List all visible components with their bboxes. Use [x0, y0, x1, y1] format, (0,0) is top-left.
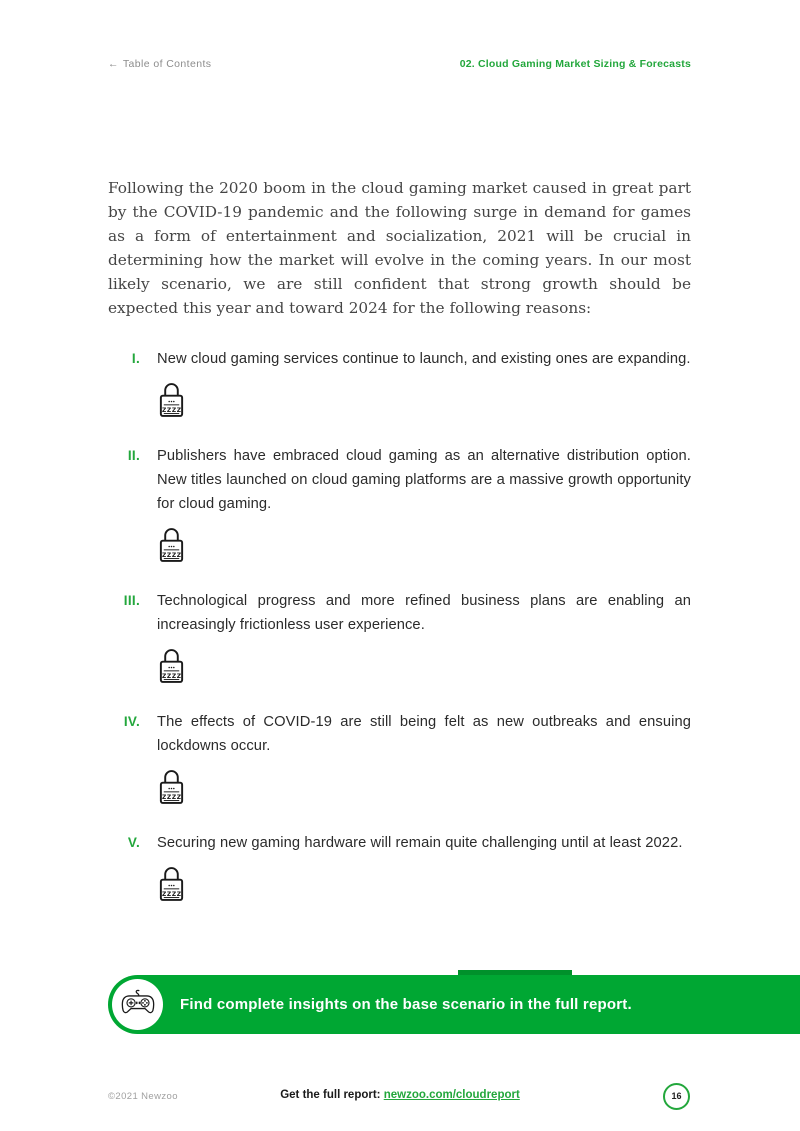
list-item	[108, 710, 691, 807]
list-item	[108, 444, 691, 565]
section-title: 02. Cloud Gaming Market Sizing & Forecasts	[459, 58, 691, 70]
reason-body	[157, 444, 691, 565]
reason-text: New cloud gaming services continue to launch, and existing ones are expanding.	[157, 351, 691, 367]
svg-text:zzzz: zzzz	[161, 404, 182, 415]
page-number-badge: 16	[663, 1083, 690, 1110]
banner-text: Find complete insights on the base scenario in the full report.	[180, 996, 632, 1013]
locked-content-icon	[157, 526, 186, 565]
list-item	[108, 589, 691, 686]
page-header	[108, 58, 691, 70]
main-content	[108, 176, 691, 928]
reason-numeral: III.	[123, 593, 140, 608]
reason-numeral: II.	[127, 448, 140, 463]
svg-text:zzzz: zzzz	[161, 888, 182, 899]
reason-body	[157, 831, 691, 904]
footer-cta-label: Get the full report:	[280, 1089, 384, 1101]
cloudreport-link[interactable]: newzoo.com/cloudreport	[383, 1089, 520, 1101]
copyright-text: ©2021 Newzoo	[108, 1091, 178, 1102]
reason-body	[157, 589, 691, 686]
gamepad-icon-circle	[112, 979, 163, 1030]
locked-content-icon	[157, 768, 186, 807]
intro-paragraph: Following the 2020 boom in the cloud gaming market caused in great part by the COVID-19 pandemic and the following surge in demand for games as a form of entertainment and socialization, 2021 will be crucial in determining how the market will evolve in the coming years. In our most likely scenario, we are still confident that strong growth should be expected this year and toward 2024 for the following reasons:	[108, 179, 691, 317]
back-arrow-icon: ←	[108, 58, 119, 70]
locked-content-icon	[157, 865, 186, 904]
full-report-banner[interactable]	[108, 975, 800, 1034]
reason-body	[157, 710, 691, 807]
reason-numeral: I.	[131, 351, 140, 366]
table-of-contents-link[interactable]	[108, 58, 211, 70]
svg-text:zzzz: zzzz	[161, 791, 182, 802]
list-item	[108, 831, 691, 904]
locked-content-icon	[157, 381, 186, 420]
reason-text: Publishers have embraced cloud gaming as an alternative distribution option. New titles launched on cloud gaming platforms are a massive growth opportunity for cloud gaming.	[157, 448, 691, 512]
list-item	[108, 347, 691, 420]
table-of-contents-label: Table of Contents	[122, 58, 212, 70]
reason-text: The effects of COVID-19 are still being felt as new outbreaks and ensuing lockdowns occur.	[157, 714, 691, 754]
reason-body	[157, 347, 691, 420]
reason-numeral: V.	[127, 835, 140, 850]
reason-numeral: IV.	[123, 714, 140, 729]
locked-content-icon	[157, 647, 186, 686]
svg-text:zzzz: zzzz	[161, 549, 182, 560]
svg-text:zzzz: zzzz	[161, 670, 182, 681]
footer-cta	[280, 1089, 520, 1101]
reasons-list	[108, 347, 691, 904]
reason-text: Technological progress and more refined business plans are enabling an increasingly frictionless user experience.	[157, 593, 691, 633]
gamepad-icon	[120, 989, 156, 1020]
reason-text: Securing new gaming hardware will remain quite challenging until at least 2022.	[157, 835, 683, 851]
